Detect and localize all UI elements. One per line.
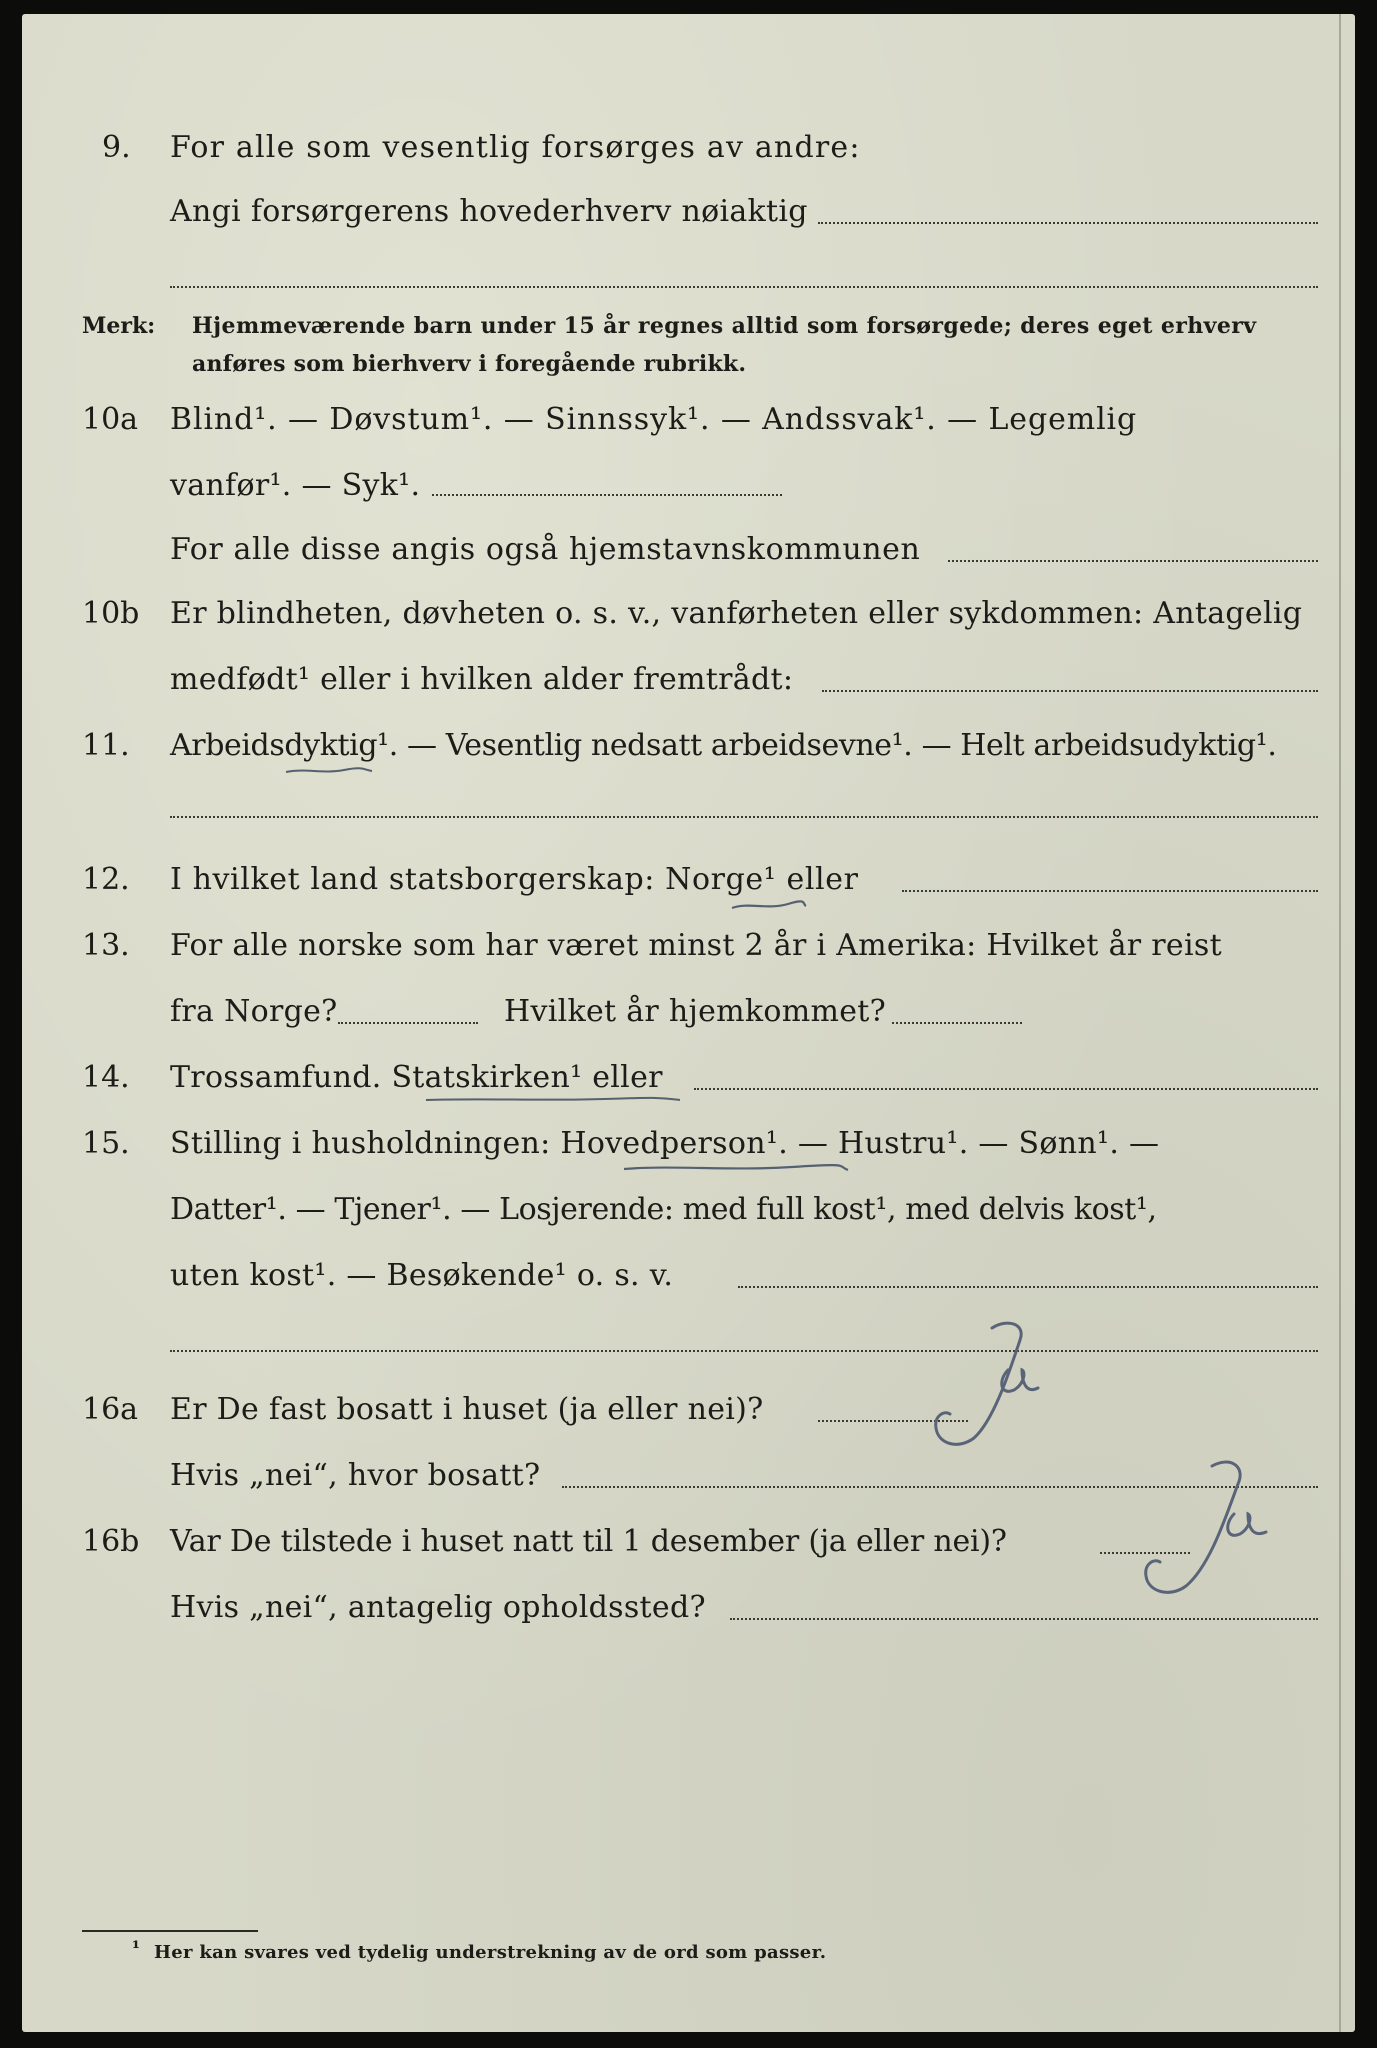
census-form-page xyxy=(22,14,1355,2032)
q11-number: 11. xyxy=(82,728,130,763)
q13-hjemkommet-answer xyxy=(892,1022,1022,1024)
q9-line2: Angi forsørgerens hovederhverv nøiaktig xyxy=(170,194,808,229)
footnote-rule xyxy=(82,1930,258,1932)
q9-answer-line-2 xyxy=(170,286,1318,288)
q13-line2b: Hvilket år hjemkommet? xyxy=(504,994,887,1029)
q12-number: 12. xyxy=(82,862,130,897)
q11-answer-line xyxy=(170,816,1318,818)
merk-label: Merk: xyxy=(82,313,156,339)
q16a-line2: Hvis „nei“, hvor bosatt? xyxy=(170,1458,541,1493)
q10a-line3-answer xyxy=(948,560,1318,562)
q15-pencil-underline xyxy=(622,1160,852,1176)
q15-number: 15. xyxy=(82,1126,130,1161)
q16b-line2: Hvis „nei“, antagelig opholdssted? xyxy=(170,1590,706,1625)
q15-line2: Datter¹. — Tjener¹. — Losjerende: med full kost¹, med delvis kost¹, xyxy=(170,1192,1157,1227)
q13-reist-answer xyxy=(338,1022,478,1024)
q15-answer-line xyxy=(738,1286,1318,1288)
q10a-line2-answer xyxy=(432,494,782,496)
q9-line1: For alle som vesentlig forsørges av andre: xyxy=(170,130,861,165)
q10b-line1: Er blindheten, døvheten o. s. v., vanførheten eller sykdommen: Antagelig xyxy=(170,596,1303,631)
q10b-number: 10b xyxy=(82,596,140,631)
q9-answer-line xyxy=(818,222,1318,224)
q12-answer-line xyxy=(902,890,1318,892)
q10a-line1: Blind¹. — Døvstum¹. — Sinnssyk¹. — Andssvak¹. — Legemlig xyxy=(170,402,1138,437)
q11-line1: Arbeidsdyktig¹. — Vesentlig nedsatt arbeidsevne¹. — Helt arbeidsudyktig¹. xyxy=(170,728,1277,763)
merk-line2: anføres som bierhverv i foregående rubrikk. xyxy=(192,351,747,377)
footnote-text: Her kan svares ved tydelig understrekning av de ord som passer. xyxy=(154,1942,827,1963)
q15-line3: uten kost¹. — Besøkende¹ o. s. v. xyxy=(170,1258,674,1293)
q14-pencil-underline xyxy=(424,1092,684,1106)
q10b-answer-line xyxy=(822,690,1318,692)
q10a-line3: For alle disse angis også hjemstavnskommunen xyxy=(170,532,921,567)
q16b-handwritten-answer xyxy=(1100,1450,1290,1610)
footnote-mark: ¹ xyxy=(132,1938,140,1959)
q15-line1: Stilling i husholdningen: Hovedperson¹. — Hustru¹. — Sønn¹. — xyxy=(170,1126,1160,1161)
q16a-handwritten-answer xyxy=(898,1310,1078,1460)
q16a-line1: Er De fast bosatt i huset (ja eller nei)? xyxy=(170,1392,764,1427)
q11-pencil-underline xyxy=(284,764,374,778)
q10a-number: 10a xyxy=(82,402,139,437)
q16b-opholdssted-answer xyxy=(730,1618,1318,1620)
q16a-number: 16a xyxy=(82,1392,139,1427)
q12-line1: I hvilket land statsborgerskap: Norge¹ eller xyxy=(170,862,859,897)
q10a-line2: vanfør¹. — Syk¹. xyxy=(170,468,421,503)
q9-number: 9. xyxy=(102,130,131,165)
q15-answer-line-2 xyxy=(170,1350,1318,1352)
q16b-line1: Var De tilstede i huset natt til 1 desember (ja eller nei)? xyxy=(170,1524,1007,1559)
q13-line2a: fra Norge? xyxy=(170,994,338,1029)
q13-number: 13. xyxy=(82,928,130,963)
q13-line1: For alle norske som har været minst 2 år i Amerika: Hvilket år reist xyxy=(170,928,1222,963)
q12-pencil-underline xyxy=(728,898,808,914)
q14-number: 14. xyxy=(82,1060,130,1095)
merk-line1: Hjemmeværende barn under 15 år regnes alltid som forsørgede; deres eget erhverv xyxy=(192,313,1257,339)
q14-answer-line xyxy=(694,1088,1318,1090)
q10b-line2: medfødt¹ eller i hvilken alder fremtrådt: xyxy=(170,662,794,697)
q14-line1: Trossamfund. Statskirken¹ eller xyxy=(170,1060,663,1095)
q16b-number: 16b xyxy=(82,1524,140,1559)
page-edge-line xyxy=(1339,14,1341,2032)
